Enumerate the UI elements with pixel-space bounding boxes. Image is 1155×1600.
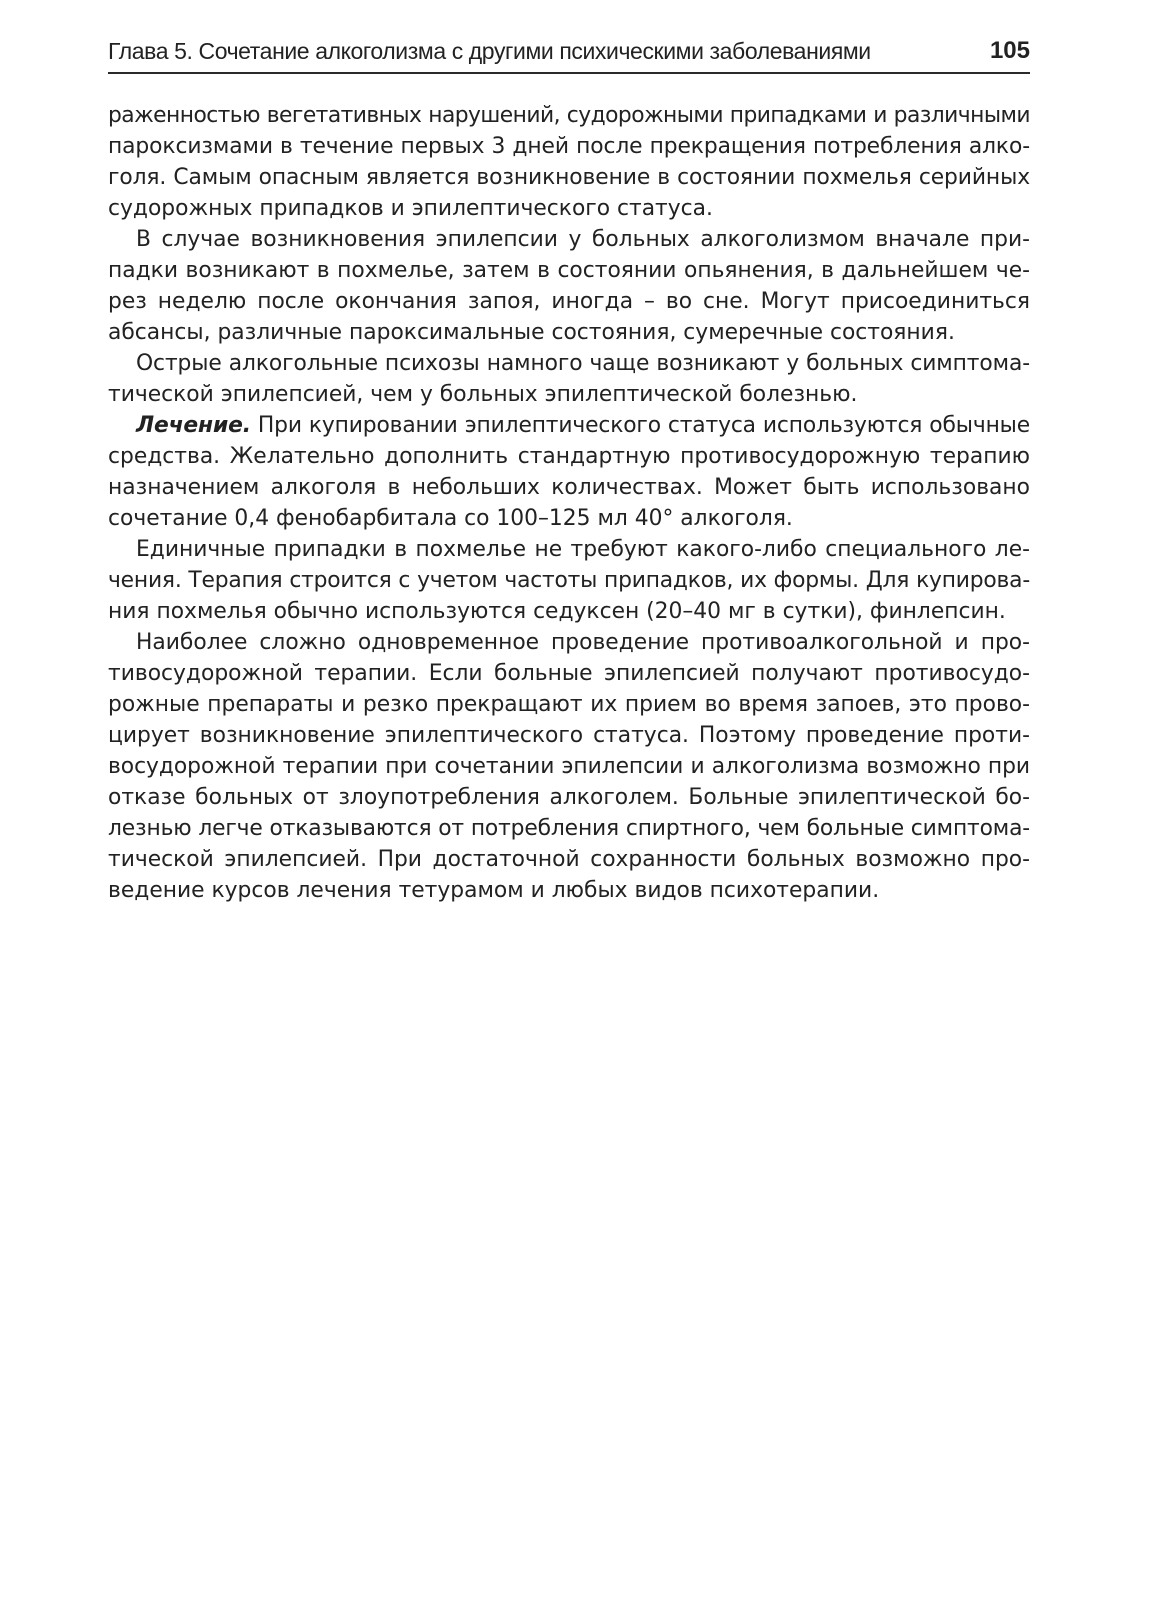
text-line: чения. Терапия строится с учетом частоты припадков, их формы. Для купирова-: [108, 568, 1030, 593]
text-line: В случае возникновения эпилепсии у больных алкоголизмом вначале при-: [136, 227, 1030, 252]
run-in-heading: Лечение.: [136, 413, 251, 438]
text-line: Наиболее сложно одновременное проведение противоалкогольной и про-: [136, 630, 1030, 655]
text-line: [108, 410, 1030, 441]
paragraph-6: [108, 627, 1030, 906]
text-line: средства. Желательно дополнить стандартную противосудорожную терапию: [108, 444, 1030, 469]
text-line: абсансы, различные пароксимальные состояния, сумеречные состояния.: [108, 320, 955, 345]
text-line: цирует возникновение эпилептического статуса. Поэтому проведение проти-: [108, 723, 1030, 748]
text-line: отказе больных от злоупотребления алкоголем. Больные эпилептической бо-: [108, 785, 1030, 810]
text-line: судорожных припадков и эпилептического статуса.: [108, 196, 713, 221]
text-line: рожные препараты и резко прекращают их прием во время запоев, это прово-: [108, 692, 1030, 717]
text-line: ведение курсов лечения тетурамом и любых видов психотерапии.: [108, 878, 880, 903]
text-line: сочетание 0,4 фенобарбитала со 100–125 мл 40° алкоголя.: [108, 506, 793, 531]
text-line: восудорожной терапии при сочетании эпилепсии и алкоголизма возможно при: [108, 754, 1030, 779]
text-line: тической эпилепсией. При достаточной сохранности больных возможно про-: [108, 847, 1030, 872]
running-head: [108, 34, 1030, 74]
paragraph-3: [108, 348, 1030, 410]
text-line: тивосудорожной терапии. Если больные эпилепсией получают противосудо-: [108, 661, 1030, 686]
text-line: ния похмелья обычно используются седуксен (20–40 мг в сутки), финлепсин.: [108, 599, 1006, 624]
text-line: назначением алкоголя в небольших количествах. Может быть использовано: [108, 475, 1030, 500]
text-line: тической эпилепсией, чем у больных эпилептической болезнью.: [108, 382, 858, 407]
paragraph-treatment: [108, 410, 1030, 534]
text-line: голя. Самым опасным является возникновение в состоянии похмелья серийных: [108, 165, 1030, 190]
text-run: При купировании эпилептического статуса используются обычные: [250, 413, 1030, 438]
text-line: Единичные припадки в похмелье не требуют какого-либо специального ле-: [136, 537, 1030, 562]
paragraph-1: [108, 100, 1030, 224]
paragraph-2: [108, 224, 1030, 348]
text-line: раженностью вегетативных нарушений, судорожными припадками и различными: [108, 103, 1030, 128]
text-line: пароксизмами в течение первых 3 дней после прекращения потребления алко-: [108, 134, 1030, 159]
paragraph-5: [108, 534, 1030, 627]
text-line: лезнью легче отказываются от потребления спиртного, чем больные симптома-: [108, 816, 1030, 841]
text-line: Острые алкогольные психозы намного чаще возникают у больных симптома-: [136, 351, 1030, 376]
body-text: [108, 100, 1030, 906]
running-title: Глава 5. Сочетание алкоголизма с другими психическими заболеваниями: [108, 38, 871, 64]
text-line: падки возникают в похмелье, затем в состоянии опьянения, в дальнейшем че-: [108, 258, 1030, 283]
text-line: рез неделю после окончания запоя, иногда – во сне. Могут присоединиться: [108, 289, 1030, 314]
page-number: 105: [989, 37, 1030, 64]
